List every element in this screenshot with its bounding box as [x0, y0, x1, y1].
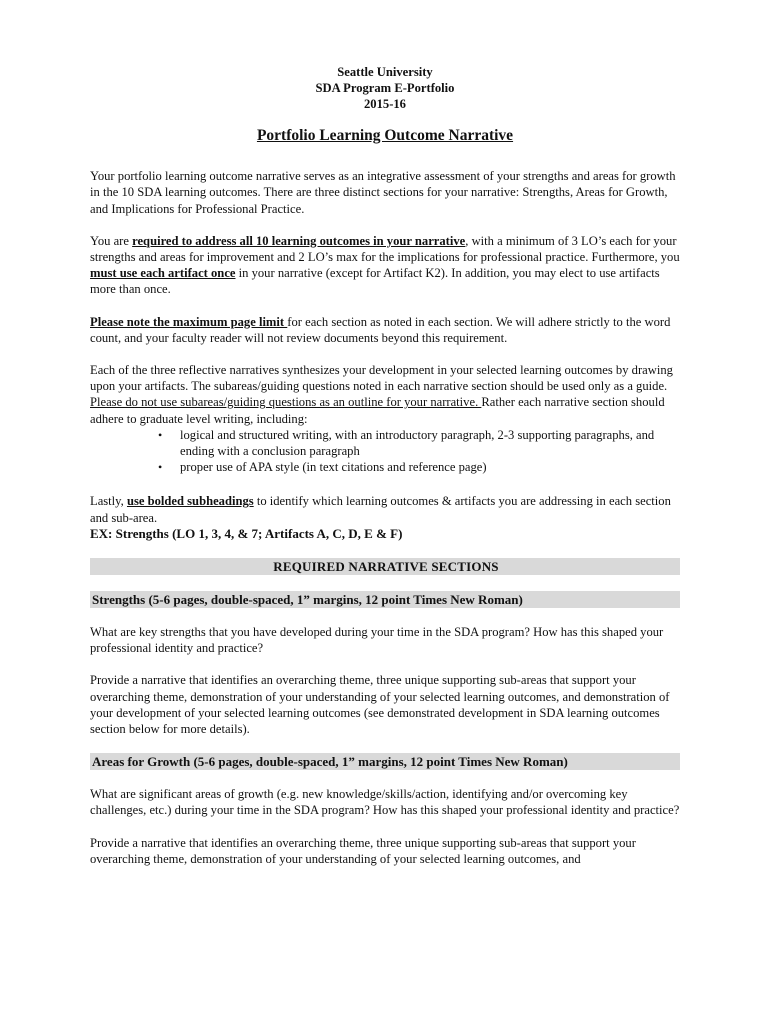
requirements-emphasis-1: required to address all 10 learning outcomes in your narrative: [132, 233, 466, 248]
header-program: SDA Program E-Portfolio: [315, 81, 455, 95]
bullet-icon: •: [158, 427, 163, 442]
bullet-icon: •: [158, 460, 163, 475]
writing-requirements-list: [90, 427, 680, 476]
subheadings-text-1: Lastly,: [90, 494, 127, 509]
list-item-text: proper use of APA style (in text citations and reference page): [180, 460, 487, 475]
list-item: [90, 459, 680, 475]
page-limit-text: for each section as noted in each section. We will adhere strictly to the word count, and your faculty reader will not review documents beyond this requirement.: [90, 314, 671, 345]
reflective-paragraph: [90, 362, 680, 427]
document-title: Portfolio Learning Outcome Narrative: [256, 127, 514, 144]
document-header: [90, 64, 680, 112]
subheadings-paragraph: [90, 493, 680, 525]
strengths-instructions: Provide a narrative that identifies an overarching theme, three unique supporting sub-areas that support your overarching theme, demonstration of your understanding of your selected learning outcomes, and demonstration of your development of your selected learning outcomes (see demonstrated development in SDA learning outcomes section below for more details).: [90, 673, 670, 737]
strengths-question: What are key strengths that you have developed during your time in the SDA program? How has this shaped your professional identity and practice?: [90, 625, 664, 656]
requirements-text-3: in your narrative (except for Artifact K2). In addition, you may elect to use artifacts more than once.: [90, 266, 660, 297]
growth-question: What are significant areas of growth (e.g. new knowledge/skills/action, identifying and/or overcoming key challenges, etc.) during your time in the SDA program? How has this shaped your professional identity and practice?: [90, 787, 680, 818]
growth-heading: Areas for Growth (5-6 pages, double-spaced, 1” margins, 12 point Times New Roman): [90, 753, 680, 770]
reflective-text-1: Each of the three reflective narratives synthesizes your development in your selected learning outcomes by drawing upon your artifacts. The subareas/guiding questions noted in each narrative section should be used only as a guide.: [90, 363, 673, 394]
requirements-text-1: You are: [90, 233, 133, 248]
header-university: Seattle University: [337, 65, 433, 79]
required-sections-heading: REQUIRED NARRATIVE SECTIONS: [90, 558, 680, 575]
growth-instructions: Provide a narrative that identifies an overarching theme, three unique supporting sub-areas that support your overarching theme, demonstration of your understanding of your selected learning outcomes, and: [90, 835, 636, 866]
requirements-emphasis-2: must use each artifact once: [90, 266, 236, 281]
document-page: [90, 64, 680, 867]
header-year: 2015-16: [364, 97, 406, 111]
subheading-example: EX: Strengths (LO 1, 3, 4, & 7; Artifacts A, C, D, E & F): [90, 525, 403, 541]
subheadings-text-2: to identify which learning outcomes & artifacts you are addressing in each section and sub-area.: [90, 494, 671, 525]
page-limit-paragraph: [90, 314, 680, 346]
list-item-text: logical and structured writing, with an introductory paragraph, 2-3 supporting paragraphs, and ending with a conclusion paragraph: [180, 427, 655, 459]
requirements-paragraph: [90, 233, 680, 298]
subheadings-emphasis: use bolded subheadings: [126, 494, 254, 509]
requirements-text-2: , with a minimum of 3 LO’s each for your strengths and areas for improvement and 2 LO’s max for the implications for professional practice. Furthermore, you: [90, 233, 680, 265]
strengths-heading: Strengths (5-6 pages, double-spaced, 1” margins, 12 point Times New Roman): [90, 591, 680, 608]
reflective-text-2: Rather each narrative section should adhere to graduate level writing, including:: [90, 395, 665, 426]
intro-paragraph: Your portfolio learning outcome narrative serves as an integrative assessment of your strengths and areas for growth in the 10 SDA learning outcomes. There are three distinct sections for your narrative: Strengths, Areas for Growth, and Implications for Professional Practice.: [90, 169, 676, 216]
page-limit-emphasis: Please note the maximum page limit: [90, 314, 288, 329]
list-item: [90, 427, 680, 459]
reflective-underlined: Please do not use subareas/guiding questions as an outline for your narrative.: [90, 395, 482, 410]
